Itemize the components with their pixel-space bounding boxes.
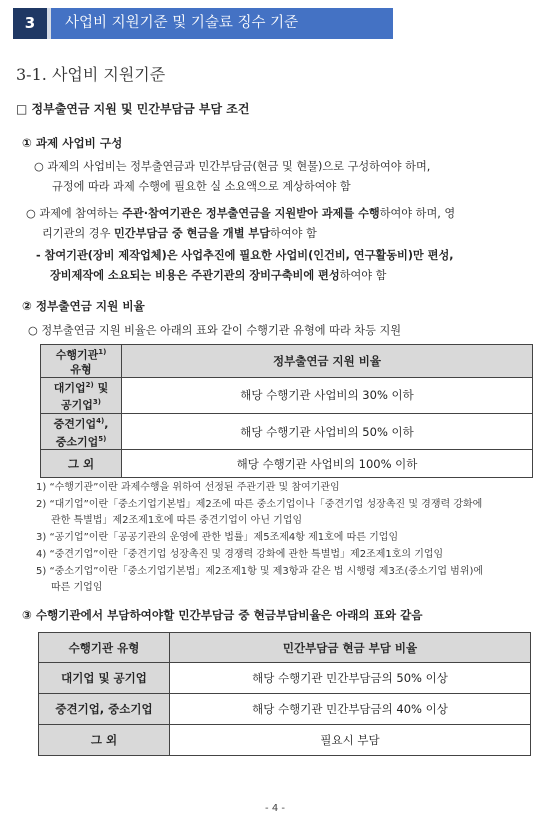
item1-p3-line1: - 참여기관(장비 제작업체)은 사업추진에 필요한 사업비(인건비, 연구활동비)만 편성, [36, 249, 454, 262]
table-row [41, 377, 533, 413]
table-cell-type: 그 외 [39, 725, 170, 756]
text: 수행기관 [55, 348, 99, 362]
table-cell-type [41, 377, 122, 413]
text: 및 [93, 381, 109, 395]
table-cell-value: 필요시 부담 [170, 725, 531, 756]
table-header-cell: 민간부담금 현금 부담 비율 [170, 633, 531, 663]
table-cell-type [41, 413, 122, 449]
table-row [39, 725, 531, 756]
item1-p2-line2 [42, 225, 317, 242]
footnote-2: 2) “대기업”이란「중소기업기본법」제2조에 따른 중소기업이나「중견기업 성장촉진 및 경쟁력 강화에 [36, 499, 483, 510]
text-bold: 민간부담금 중 현금을 개별 부담 [113, 227, 271, 240]
text-bold: 주관·참여기관은 정부출연금을 지원받아 과제를 수행 [122, 207, 380, 220]
table-header-cell: 수행기관 유형 [39, 633, 170, 663]
item1-heading: ① 과제 사업비 구성 [22, 136, 123, 150]
table-row [39, 663, 531, 694]
item3-heading [22, 607, 423, 624]
table-cell-type: 중견기업, 중소기업 [39, 694, 170, 725]
support-ratio-table [40, 344, 533, 478]
table-cell-type: 그 외 [41, 450, 122, 478]
text: , [104, 417, 109, 431]
chapter-title: 사업비 지원기준 및 기술료 징수 기준 [51, 8, 393, 39]
footnote-3: 3) “공기업”이란「공공기관의 운영에 관한 법률」제5조제4항 제1호에 따른 기업임 [36, 532, 399, 543]
text: ○ 과제에 참여하는 [26, 207, 123, 220]
footnote-1: 1) “수행기관”이란 과제수행을 위하여 선정된 주관기관 및 참여기관임 [36, 482, 340, 493]
item2-p1: ○ 정부출연금 지원 비율은 아래의 표와 같이 수행기관 유형에 따라 차등 지원 [28, 324, 402, 337]
table-cell-value: 해당 수행기관 사업비의 100% 이하 [122, 450, 533, 478]
table-cell-value: 해당 수행기관 사업비의 30% 이하 [122, 377, 533, 413]
text: 중소기업 [55, 435, 99, 449]
table-cell-value: 해당 수행기관 민간부담금의 40% 이상 [170, 694, 531, 725]
footnote-2-cont: 관한 특별법」제2조제1호에 따른 중견기업이 아닌 기업임 [51, 515, 303, 526]
text: 하여야 함 [339, 269, 387, 282]
text: 중견기업 [53, 417, 97, 431]
cash-ratio-table [38, 632, 531, 756]
text-bold: 장비제작에 소요되는 비용은 주관기관의 장비구축비에 편성 [50, 269, 340, 282]
footnote-mark: 4) [96, 416, 105, 425]
text: 유형 [70, 362, 92, 376]
table-cell-value: 해당 수행기관 민간부담금의 50% 이상 [170, 663, 531, 694]
footnote-mark: 3) [92, 398, 101, 407]
table-cell-type: 대기업 및 공기업 [39, 663, 170, 694]
chapter-header [13, 8, 393, 39]
text: 공기업 [61, 398, 93, 412]
text-bold: ③ 수행기관에서 부담하여야할 민간부담금 중 현금부담비율은 [22, 608, 337, 622]
text: 리기관의 경우 [42, 227, 114, 240]
section-title: 3-1. 사업비 지원기준 [16, 65, 166, 84]
table-header-cell: 정부출연금 지원 비율 [122, 345, 533, 378]
footnote-mark: 2) [85, 380, 94, 389]
text: 하여야 하며, 영 [379, 207, 456, 220]
table-cell-value: 해당 수행기관 사업비의 50% 이하 [122, 413, 533, 449]
footnote-mark: 1) [98, 348, 107, 356]
footnote-5-cont: 따른 기업임 [51, 582, 103, 593]
item1-p1-line1: ○ 과제의 사업비는 정부출연금과 민간부담금(현금 및 현물)으로 구성하여야 하며, [34, 160, 431, 173]
text-bold: 아래의 표와 같음 [336, 608, 423, 622]
item1-p1-line2: 규정에 따라 과제 수행에 필요한 실 소요액으로 계상하여야 함 [52, 180, 351, 193]
page-number: - 4 - [265, 803, 285, 814]
chapter-number: 3 [13, 8, 47, 39]
footnote-mark: 5) [98, 434, 107, 443]
table-row [41, 413, 533, 449]
text: 대기업 [53, 381, 86, 395]
box-heading: □ 정부출연금 지원 및 민간부담금 부담 조건 [16, 102, 250, 116]
table-row [39, 694, 531, 725]
footnote-4: 4) “중견기업”이란「중견기업 성장촉진 및 경쟁력 강화에 관한 특별법」제2조제1호의 기업임 [36, 549, 444, 560]
table-header-cell [41, 345, 122, 378]
item2-heading: ② 정부출연금 지원 비율 [22, 299, 145, 313]
item1-p2-line1 [26, 205, 455, 222]
text: 하여야 함 [270, 227, 317, 240]
footnote-5: 5) “중소기업”이란「중소기업기본법」제2조제1항 및 제3항과 같은 법 시행령 제3조(중소기업 범위)에 [36, 566, 484, 577]
table-row [41, 450, 533, 478]
item1-p3-line2 [50, 267, 386, 284]
